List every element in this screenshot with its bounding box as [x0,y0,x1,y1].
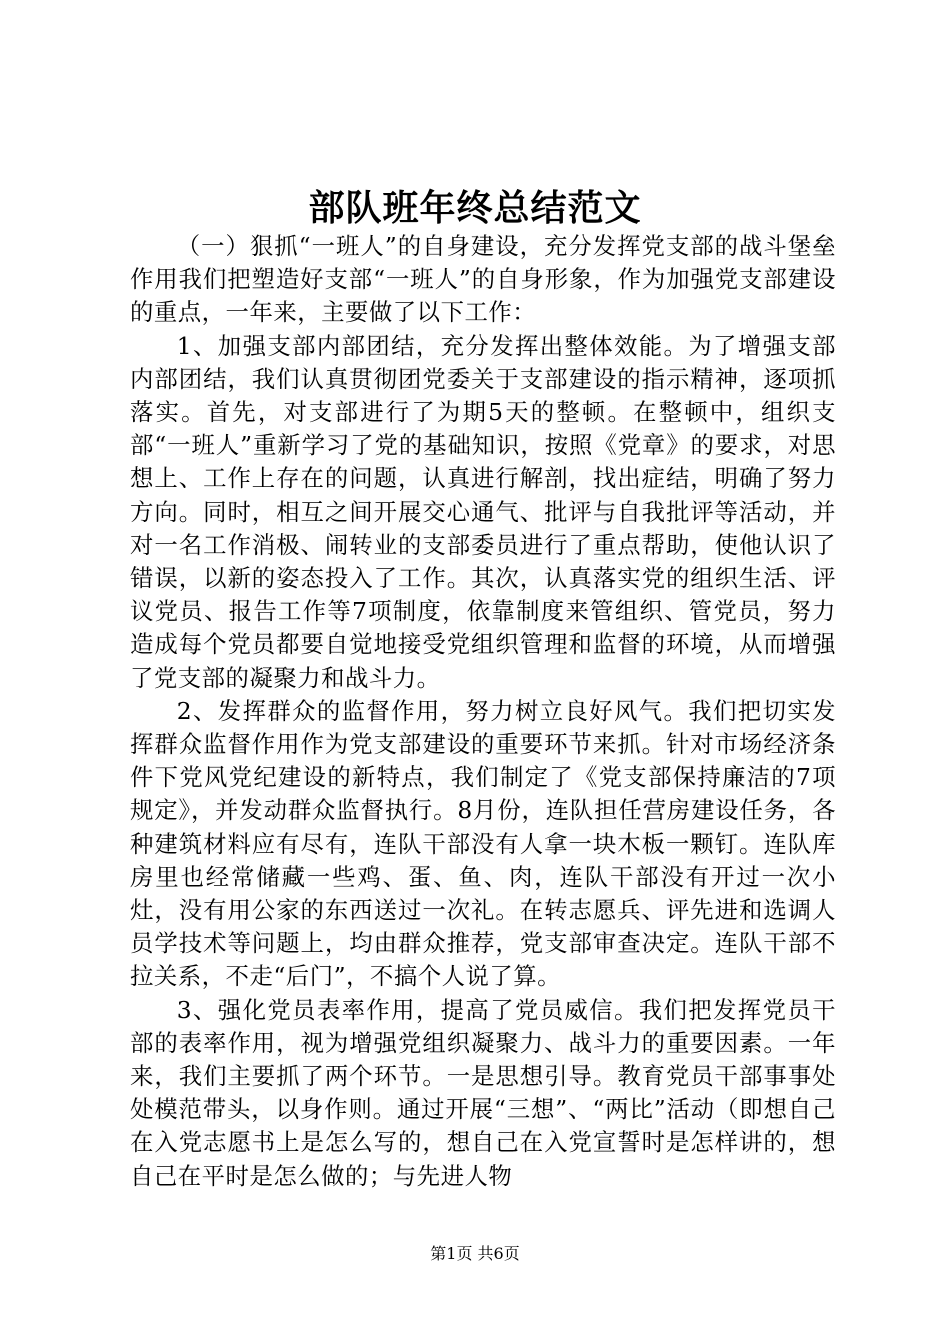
document-title: 部队班年终总结范文 [308,187,642,229]
paragraph-2: 2、发挥群众的监督作用，努力树立良好风气。我们把切实发挥群众监督作用作为党支部建设的重要环节来抓。针对市场经济条件下党风党纪建设的新特点，我们制定了《党支部保持廉洁的7项规定》，并发动群众监督执行。8月份，连队担任营房建设任务，各种建筑材料应有尽有，连队干部没有人拿一块木板一颗钉。连队库房里也经常储藏一些鸡、蛋、鱼、肉，连队干部没有开过一次小灶，没有用公家的东西送过一次礼。在转志愿兵、评先进和选调人员学技术等问题上，均由群众推荐，党支部审查决定。连队干部不拉关系，不走“后门”，不搞个人说了算。 [130,696,836,991]
document-body [130,230,836,1193]
paragraph-1: 1、加强支部内部团结，充分发挥出整体效能。为了增强支部内部团结，我们认真贯彻团党委关于支部建设的指示精神，逐项抓落实。首先，对支部进行了为期5天的整顿。在整顿中，组织支部“一班人”重新学习了党的基础知识，按照《党章》的要求，对思想上、工作上存在的问题，认真进行解剖，找出症结，明确了努力方向。同时，相互之间开展交心通气、批评与自我批评等活动，并对一名工作消极、闹转业的支部委员进行了重点帮助，使他认识了错误，以新的姿态投入了工作。其次，认真落实党的组织生活、评议党员、报告工作等7项制度，依靠制度来管组织、管党员，努力造成每个党员都要自觉地接受党组织管理和监督的环境，从而增强了党支部的凝聚力和战斗力。 [130,331,836,692]
paragraph-intro: （一）狠抓“一班人”的自身建设，充分发挥党支部的战斗堡垒作用我们把塑造好支部“一班人”的自身形象，作为加强党支部建设的重点，一年来，主要做了以下工作： [130,232,836,327]
page-number: 第1页 共6页 [430,1244,520,1263]
paragraph-3: 3、强化党员表率作用，提高了党员威信。我们把发挥党员干部的表率作用，视为增强党组织凝聚力、战斗力的重要因素。一年来，我们主要抓了两个环节。一是思想引导。教育党员干部事事处处模范带头，以身作则。通过开展“三想”、“两比”活动（即想自己在入党志愿书上是怎么写的，想自己在入党宣誓时是怎样讲的，想自己在平时是怎么做的；与先进人物 [130,995,836,1190]
